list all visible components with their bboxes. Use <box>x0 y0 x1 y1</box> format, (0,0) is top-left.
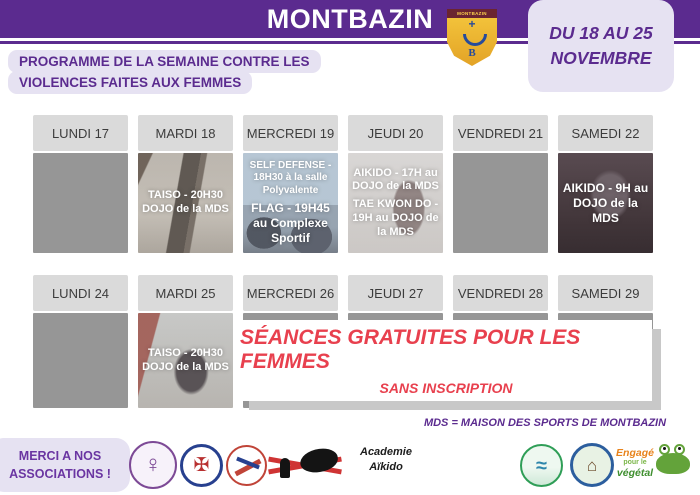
day-column-mardi18 <box>138 115 233 253</box>
engage-vegetal-label <box>614 447 656 479</box>
program-title <box>8 50 348 94</box>
montbazin-crest-icon <box>447 9 497 66</box>
day-column-mercredi19 <box>243 115 338 253</box>
event-cell-taiso2-photo <box>138 313 233 408</box>
academie-aikido-label <box>348 445 424 476</box>
event-text: TAISO - 20H30 DOJO de la MDS <box>142 189 229 215</box>
event-cell-taiso-photo <box>138 153 233 253</box>
day-header: LUNDI 24 <box>33 275 128 311</box>
week1-grid <box>33 115 653 253</box>
event-cell-selfdefense-photo <box>243 153 338 253</box>
page-title: MONTBAZIN <box>266 4 434 34</box>
banner-headline: SÉANCES GRATUITES POUR LES FEMMES <box>240 325 581 373</box>
frog-body <box>656 453 690 474</box>
event-text: TAE KWON DO - 19H au DOJO de la MDS <box>352 198 439 238</box>
female-symbol-icon: ♀ <box>144 451 162 478</box>
day-header: MERCREDI 26 <box>243 275 338 311</box>
village-council-logo-icon <box>570 443 614 487</box>
program-title-line-1: PROGRAMME DE LA SEMAINE CONTRE LES <box>8 50 321 73</box>
day-column-vendredi21 <box>453 115 548 253</box>
event-text: AIKIDO - 17H au DOJO de la MDS <box>352 166 439 193</box>
merci-line-2: ASSOCIATIONS ! <box>9 467 111 481</box>
event-text: TAISO - 20H30 DOJO de la MDS <box>142 346 229 373</box>
day-column-lundi24 <box>33 275 128 408</box>
academie-line-2: Aïkido <box>369 461 403 474</box>
date-badge <box>528 0 674 92</box>
house-icon: ⌂ <box>586 455 598 475</box>
occitan-cross-icon: ✠ <box>193 455 210 476</box>
mds-note: MDS = MAISON DES SPORTS DE MONTBAZIN <box>423 417 667 429</box>
merci-line-1: MERCI A NOS <box>18 448 102 463</box>
day-column-mardi25 <box>138 275 233 408</box>
vegetal-line-1: Engagé <box>616 447 654 459</box>
day-header: MARDI 25 <box>138 275 233 311</box>
event-text: AIKIDO - 9H au DOJO de la MDS <box>562 180 649 225</box>
day-header: MARDI 18 <box>138 115 233 151</box>
day-header: MERCREDI 19 <box>243 115 338 151</box>
event-cell-aikido-photo <box>348 153 443 253</box>
day-header: JEUDI 20 <box>348 115 443 151</box>
banner-subline: SANS INSCRIPTION <box>379 379 513 396</box>
day-cell-empty <box>453 153 548 253</box>
program-title-line-2: VIOLENCES FAITES AUX FEMMES <box>8 71 252 94</box>
day-column-jeudi20 <box>348 115 443 253</box>
day-column-samedi22 <box>558 115 653 253</box>
event-text: SELF DEFENSE - 18H30 à la salle Polyvalente <box>249 159 332 196</box>
day-header: SAMEDI 22 <box>558 115 653 151</box>
day-cell-empty <box>33 153 128 253</box>
vegetal-line-2: pour le <box>623 459 647 467</box>
occitan-cross-club-logo-icon <box>180 444 223 487</box>
date-line-1: DU 18 AU 25 <box>549 23 653 43</box>
academie-line-1: Academie <box>360 446 412 458</box>
crest-label: MONTBAZIN <box>447 9 497 18</box>
merci-associations-box <box>0 438 130 492</box>
day-header: SAMEDI 29 <box>558 275 653 311</box>
crest-cross-icon: + <box>468 17 476 31</box>
day-header: LUNDI 17 <box>33 115 128 151</box>
crest-letter: B <box>468 47 476 59</box>
nature-commitment-logo-icon <box>520 444 563 487</box>
figure-silhouette-icon <box>280 458 290 478</box>
vegetal-line-3: végétal <box>616 467 654 480</box>
day-column-lundi17 <box>33 115 128 253</box>
womens-association-logo-icon <box>129 441 177 489</box>
event-text: FLAG - 19H45 au Complexe Sportif <box>251 201 330 246</box>
date-line-2: NOVEMBRE <box>550 48 652 68</box>
frog-mascot-icon <box>656 444 690 474</box>
day-cell-empty <box>33 313 128 408</box>
frog-pupil <box>678 447 681 450</box>
day-header: VENDREDI 28 <box>453 275 548 311</box>
waves-icon: ≈ <box>536 454 547 477</box>
day-header: JEUDI 27 <box>348 275 443 311</box>
frog-pupil <box>663 447 666 450</box>
day-header: VENDREDI 21 <box>453 115 548 151</box>
free-sessions-banner <box>240 320 652 401</box>
taekwondo-club-logo-icon <box>226 445 267 486</box>
event-cell-aikido-sat-photo <box>558 153 653 253</box>
bull-club-logo-icon <box>266 444 346 486</box>
